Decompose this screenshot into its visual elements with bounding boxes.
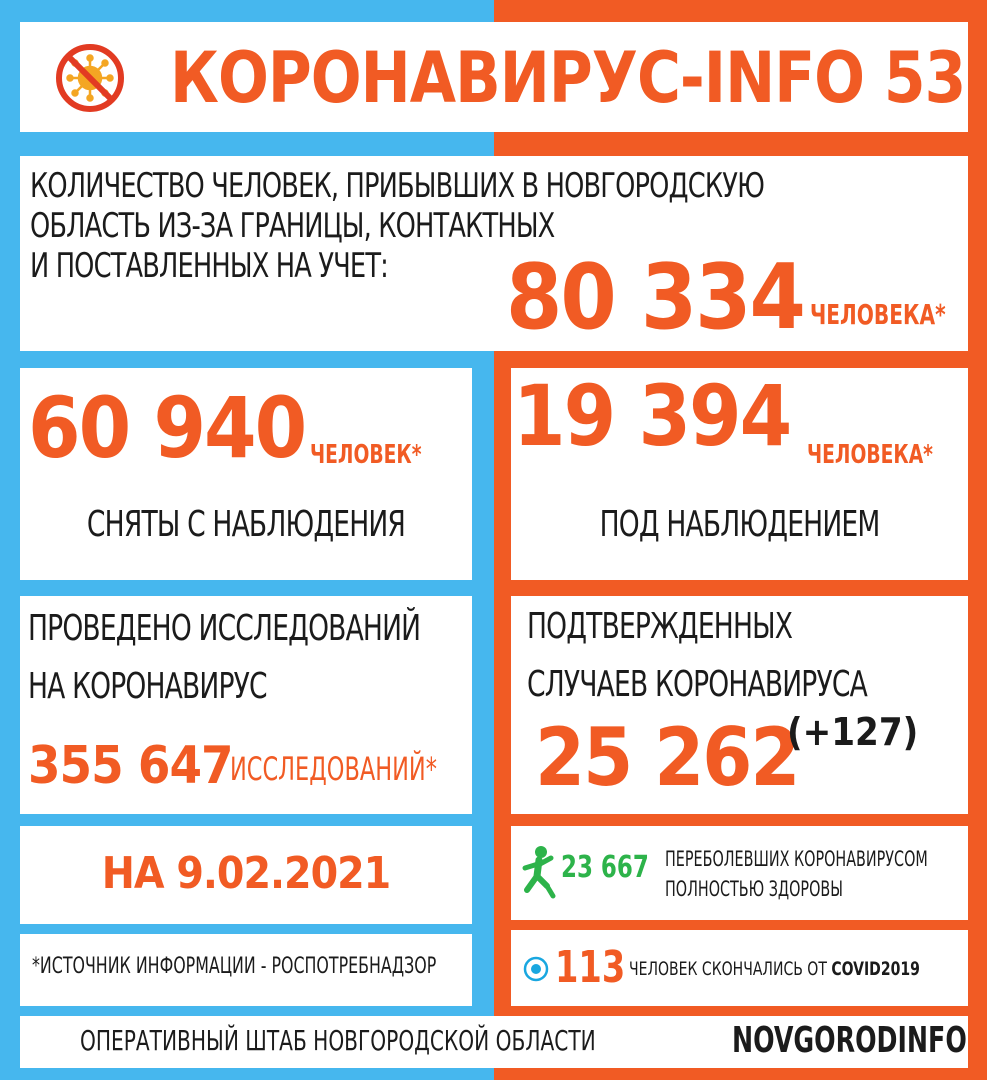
tests-card <box>20 596 472 814</box>
total-card <box>20 156 968 351</box>
total-label-line: И ПОСТАВЛЕННЫХ НА УЧЕТ: <box>30 246 389 286</box>
under-observation-unit: ЧЕЛОВЕКА* <box>807 440 933 470</box>
total-unit: ЧЕЛОВЕКА* <box>810 298 946 331</box>
deaths-covid: COVID2019 <box>831 958 920 980</box>
under-observation-value: 19 394 <box>513 368 791 465</box>
source-card <box>20 934 472 1006</box>
page-title: КОРОНАВИРУС-INFO 53 <box>170 37 966 119</box>
recovered-card <box>511 826 968 920</box>
removed-card <box>20 368 472 580</box>
confirmed-label-line: ПОДТВЕРЖДЕННЫХ <box>527 606 793 647</box>
report-date: НА 9.02.2021 <box>101 848 391 899</box>
tests-value: 355 647 <box>28 736 233 796</box>
footer-text: ОПЕРАТИВНЫЙ ШТАБ НОВГОРОДСКОЙ ОБЛАСТИ <box>80 1024 596 1057</box>
recovered-text <box>665 844 928 904</box>
confirmed-label-line: СЛУЧАЕВ КОРОНАВИРУСА <box>527 664 867 705</box>
footer-card <box>20 1016 968 1068</box>
deaths-value: 113 <box>555 942 626 993</box>
title-card <box>20 22 968 132</box>
tests-label <box>28 600 420 716</box>
deaths-label: ЧЕЛОВЕК СКОНЧАЛИСЬ ОТ <box>629 958 832 980</box>
target-circle-icon <box>523 956 549 982</box>
recovered-text-line: ПОЛНОСТЬЮ ЗДОРОВЫ <box>665 877 843 901</box>
confirmed-delta: (+127) <box>787 710 919 754</box>
confirmed-label <box>527 598 867 714</box>
deaths-text <box>629 958 920 980</box>
tests-label-line: ПРОВЕДЕНО ИССЛЕДОВАНИЙ <box>28 608 421 649</box>
no-virus-icon <box>54 42 126 114</box>
under-observation-caption: ПОД НАБЛЮДЕНИЕМ <box>599 504 880 545</box>
deaths-card <box>511 930 968 1006</box>
footer-brand: NOVGORODINFO <box>732 1020 967 1061</box>
total-label-line: КОЛИЧЕСТВО ЧЕЛОВЕК, ПРИБЫВШИХ В НОВГОРОДСКУЮ <box>30 166 765 206</box>
tests-label-line: НА КОРОНАВИРУС <box>28 666 267 707</box>
recovered-value: 23 667 <box>561 850 649 885</box>
under-observation-card <box>511 368 968 580</box>
removed-value: 60 940 <box>28 379 306 477</box>
confirmed-value: 25 262 <box>535 711 799 804</box>
running-person-icon <box>519 844 559 900</box>
removed-caption: СНЯТЫ С НАБЛЮДЕНИЯ <box>86 504 406 545</box>
source-note: *ИСТОЧНИК ИНФОРМАЦИИ - РОСПОТРЕБНАДЗОР <box>32 954 437 979</box>
confirmed-card <box>511 596 968 814</box>
total-value: 80 334 <box>506 245 804 350</box>
removed-unit: ЧЕЛОВЕК* <box>310 440 422 470</box>
tests-unit: ИССЛЕДОВАНИЙ* <box>230 750 437 788</box>
date-card <box>20 826 472 924</box>
total-label-line: ОБЛАСТЬ ИЗ-ЗА ГРАНИЦЫ, КОНТАКТНЫХ <box>30 206 555 246</box>
recovered-text-line: ПЕРЕБОЛЕВШИХ КОРОНАВИРУСОМ <box>665 847 928 871</box>
